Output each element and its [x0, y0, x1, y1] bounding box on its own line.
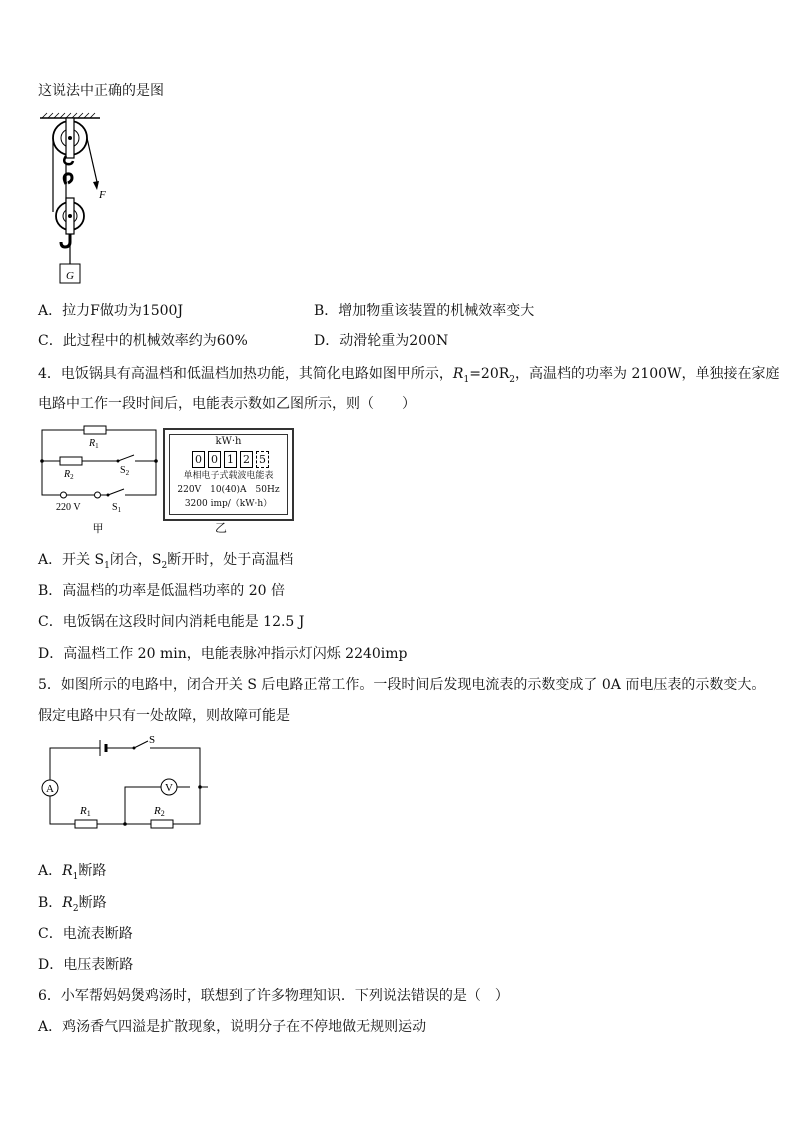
- svg-text:R2: $R_2$: [64, 469, 74, 481]
- q5-r1-label: R: [80, 805, 87, 817]
- pulley-figure: [36, 112, 136, 292]
- q4-caption-jia: 甲: [92, 523, 104, 535]
- svg-text:R1: $R_1$: [89, 438, 99, 450]
- q4-r2-label: R: [64, 469, 71, 480]
- q4-voltage-label: 220 V: [56, 502, 81, 513]
- q3-option-c: C．此过程中的机械效率约为60%: [38, 333, 248, 349]
- q6-option-a: A．鸡汤香气四溢是扩散现象，说明分子在不停地做无规则运动: [38, 1019, 427, 1035]
- q4-circuit-diagram: [36, 424, 164, 538]
- q4-stem-line2: 电路中工作一段时间后，电能表示数如乙图所示，则（ ）: [38, 396, 416, 412]
- q4-option-b: B．高温档的功率是低温档功率的 20 倍: [38, 583, 286, 599]
- q5-option-b: B．$R_2$断路: [38, 895, 107, 914]
- q4-r1-label: R: [89, 438, 96, 449]
- q3-option-b: B．增加物重该装置的机械效率变大: [314, 303, 535, 319]
- q3-option-a: A．拉力F做功为1500J: [38, 303, 184, 319]
- q5-circuit-diagram: [38, 734, 208, 834]
- electric-meter: [163, 428, 294, 521]
- q4-caption-yi: 乙: [215, 521, 228, 535]
- q5-option-a: A．$R_1$断路: [38, 863, 107, 882]
- svg-text:R1: R1: [80, 805, 91, 818]
- q5-switch-label: S: [149, 734, 156, 746]
- voltmeter-label: V: [165, 782, 173, 794]
- q5-r2-label: R: [154, 805, 161, 817]
- ammeter-label: A: [46, 783, 54, 795]
- q4-option-c: C．电饭锅在这段时间内消耗电能是 12.5 J: [38, 614, 305, 630]
- q4-option-a: A．开关 $S_1$闭合，$S_2$断开时，处于高温档: [38, 552, 294, 571]
- meter-digit: 0: [208, 451, 221, 468]
- q4-option-d: D．高温档工作 20 min，电能表脉冲指示灯闪烁 2240imp: [38, 646, 408, 662]
- q4-s2-label: S: [120, 465, 126, 476]
- force-label: F: [99, 189, 106, 201]
- q4-s1-label: S: [112, 502, 118, 513]
- q5-option-d: D．电压表断路: [38, 957, 134, 973]
- q5-stem-line2: 假定电路中只有一处故障，则故障可能是: [38, 708, 290, 724]
- meter-digit: 0: [192, 451, 205, 468]
- meter-line2: 220V 10(40)A 50Hz: [177, 485, 280, 495]
- q6-stem: 6．小军帮妈妈煲鸡汤时，联想到了许多物理知识．下列说法错误的是（ ）: [38, 988, 509, 1004]
- svg-text:R2: R2: [154, 805, 165, 818]
- meter-line3: 3200 imp/（kW·h）: [184, 499, 273, 509]
- q5-stem-line1: 5．如图所示的电路中，闭合开关 S 后电路正常工作。一段时间后发现电流表的示数变成了 0A 而电压表的示数变大。: [38, 677, 766, 693]
- q3-option-d: D．动滑轮重为200N: [314, 333, 449, 349]
- q4-stem-line1: 4．电饭锅具有高温档和低温档加热功能，其简化电路如图甲所示，$R_1=20R_2$，高温档的功率为 2100W，单独接在家庭: [38, 366, 780, 385]
- svg-text:S1: $S_1$: [112, 502, 122, 514]
- meter-unit: kW·h: [215, 436, 242, 447]
- intro-text: 这说法中正确的是图: [38, 83, 164, 99]
- meter-digit: 1: [224, 451, 237, 468]
- svg-text:S2: $S_2$: [120, 465, 130, 477]
- weight-label: G: [66, 270, 74, 282]
- meter-line1: 单相电子式载波电能表: [183, 471, 274, 481]
- meter-digit-decimal: 5: [256, 451, 269, 468]
- q5-option-c: C．电流表断路: [38, 926, 133, 942]
- meter-digits: [192, 451, 269, 468]
- meter-digit: 2: [240, 451, 253, 468]
